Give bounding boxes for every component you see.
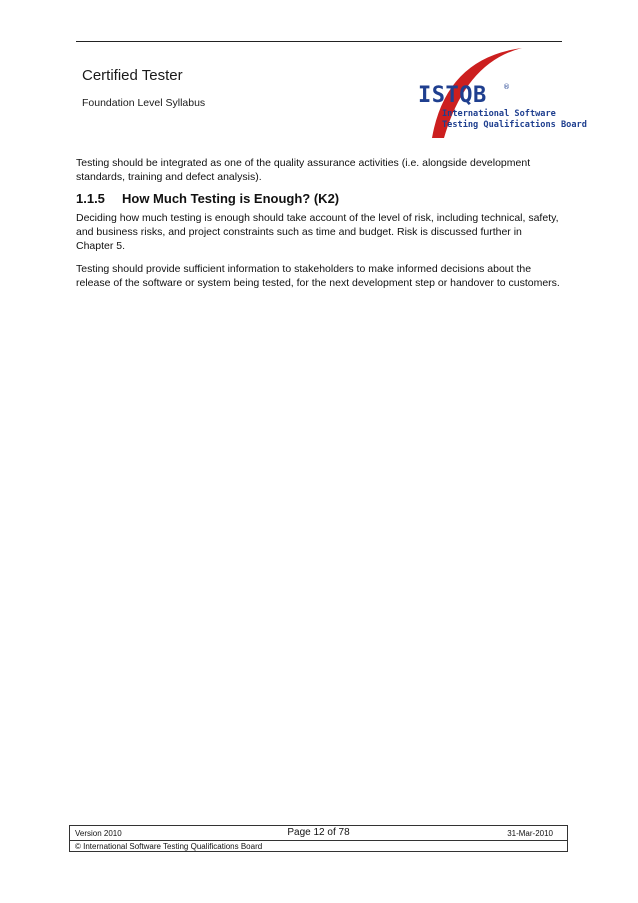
intro-paragraph: Testing should be integrated as one of the quality assurance activities (i.e. alongside development standards, training and defect analysis). xyxy=(76,157,531,183)
logo-registered-mark: ® xyxy=(503,83,510,91)
section-title: How Much Testing is Enough? (K2) xyxy=(122,191,340,206)
logo-wordmark: ISTQB xyxy=(418,83,487,108)
risk-paragraph: Deciding how much testing is enough should take account of the level of risk, including technical, safety, and business risks, and project constraints such as time and budget. Risk is discussed further in Chapter 5. xyxy=(76,212,559,252)
footer-divider xyxy=(70,840,567,841)
footer-page-number: Page 12 of 78 xyxy=(287,827,350,838)
section-number: 1.1.5 xyxy=(76,191,105,206)
document-title: Certified Tester xyxy=(82,67,183,84)
istqb-logo xyxy=(414,46,587,136)
footer-copyright: © International Software Testing Qualifications Board xyxy=(75,842,263,851)
logo-tagline-line1: International Software xyxy=(442,109,556,119)
header-rule xyxy=(76,41,562,42)
section-heading xyxy=(76,191,560,206)
page-footer xyxy=(69,825,568,852)
logo-tagline-line2: Testing Qualifications Board xyxy=(442,120,587,130)
document-subtitle: Foundation Level Syllabus xyxy=(82,97,206,109)
footer-date: 31-Mar-2010 xyxy=(507,829,553,838)
stakeholder-paragraph: Testing should provide sufficient information to stakeholders to make informed decisions about the release of the software or system being tested, for the next development step or handover to customers. xyxy=(76,263,560,289)
footer-version: Version 2010 xyxy=(75,829,122,838)
